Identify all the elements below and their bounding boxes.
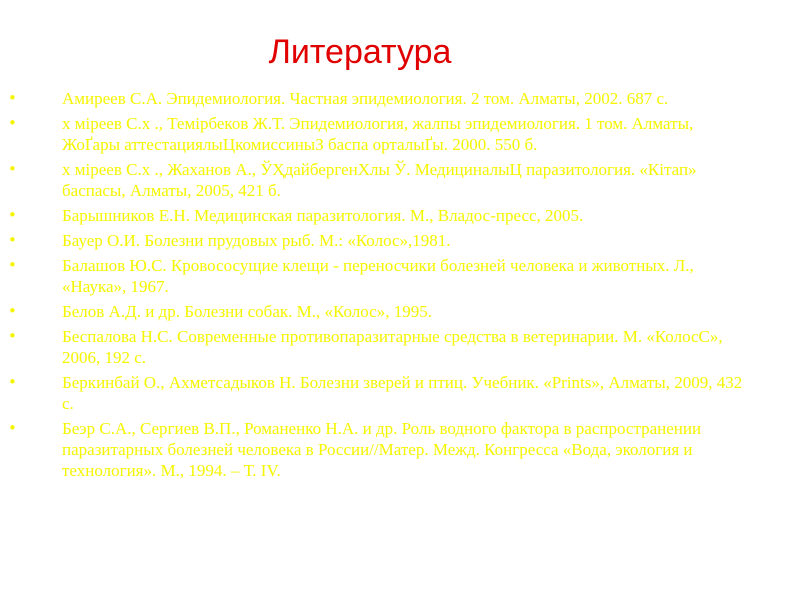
reference-item (0, 88, 800, 109)
reference-item (0, 159, 800, 201)
reference-list (0, 88, 800, 485)
bullet-icon: • (8, 419, 17, 437)
reference-item (0, 418, 800, 481)
reference-item (0, 301, 800, 322)
reference-text: Балашов Ю.С. Кровососущие клещи - переносчики болезней человека и животных. Л., «Наука», 1967. (62, 256, 694, 296)
bullet-icon: • (8, 256, 17, 274)
reference-text: Амиреев С.А. Эпидемиология. Частная эпидемиология. 2 том. Алматы, 2002. 687 с. (62, 89, 669, 108)
bullet-icon: • (8, 302, 17, 320)
reference-text: х міреев С.х ., Темірбеков Ж.Т. Эпидемиология, жалпы эпидемиология. 1 том. Алматы, ЖоҐары аттестациялыЦкомиссиныЗ баспа орталыҐы. 2000. 550 б. (62, 114, 694, 154)
bullet-icon: • (8, 327, 17, 345)
reference-text: Бауер О.И. Болезни прудовых рыб. М.: «Колос»,1981. (62, 231, 451, 250)
reference-text: Барышников Е.Н. Медицинская паразитология. М., Владос-пресс, 2005. (62, 206, 584, 225)
reference-item (0, 230, 800, 251)
bullet-icon: • (8, 160, 17, 178)
bullet-icon: • (8, 231, 17, 249)
bullet-icon: • (8, 114, 17, 132)
bullet-icon: • (8, 89, 17, 107)
reference-item (0, 113, 800, 155)
reference-text: Беркинбай О., Ахметсадыков Н. Болезни зверей и птиц. Учебник. «Prints», Алматы, 2009, 432 с. (62, 373, 743, 413)
reference-text: Беэр С.А., Сергиев В.П., Романенко Н.А. и др. Роль водного фактора в распространении паразитарных болезней человека в России//Матер. Межд. Конгресса «Вода, экология и технология». М., 1994. – Т. IV. (62, 419, 702, 480)
reference-item (0, 255, 800, 297)
reference-item (0, 205, 800, 226)
reference-item (0, 372, 800, 414)
reference-text: Беспалова Н.С. Современные противопаразитарные средства в ветеринарии. М. «КолосС», 2006, 192 с. (62, 327, 723, 367)
slide-title: Литература (268, 33, 452, 71)
reference-text: х міреев С.х ., Жаханов А., ЎҲдайбергенХлы Ў. МедициналыЦ паразитология. «Кітап» баспасы, Алматы, 2005, 421 б. (62, 160, 697, 200)
bullet-icon: • (8, 206, 17, 224)
bullet-icon: • (8, 373, 17, 391)
reference-text: Белов А.Д. и др. Болезни собак. М., «Колос», 1995. (62, 302, 432, 321)
reference-item (0, 326, 800, 368)
